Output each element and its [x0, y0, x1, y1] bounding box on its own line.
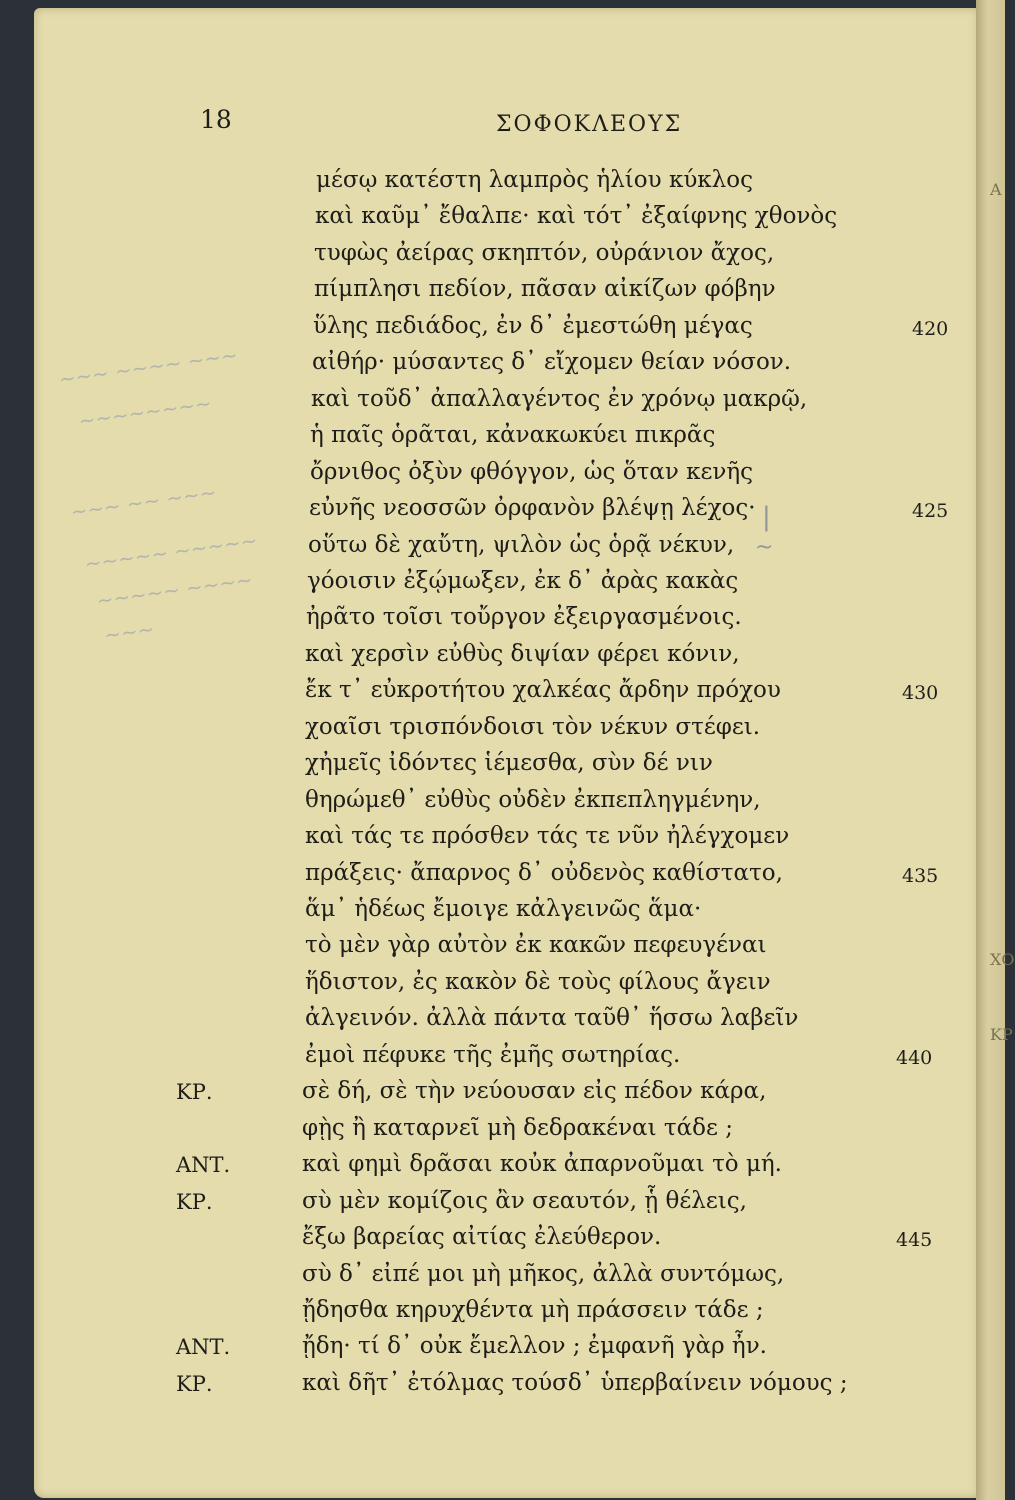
line-number: 425 [912, 500, 949, 522]
verse-text: γόοισιν ἐξῴμωξεν, ἐκ δ᾽ ἀρὰς κακὰς [307, 568, 739, 594]
next-page-edge [976, 0, 1005, 1500]
verse-text: ἐμοὶ πέφυκε τῆς ἐμῆς σωτηρίας. [305, 1042, 681, 1068]
speaker-label: ΑΝΤ. [176, 1153, 231, 1177]
verse-text: ᾔδησθα κηρυχθέντα μὴ πράσσειν τάδε ; [302, 1297, 764, 1323]
verse-text: καὶ τάς τε πρόσθεν τάς τε νῦν ἠλέγχομεν [305, 823, 790, 849]
verse-text: ἔξω βαρείας αἰτίας ἐλεύθερον. [302, 1224, 662, 1250]
verse-text: ἔκ τ᾽ εὐκροτήτου χαλκέας ἄρδην πρόχου [305, 677, 781, 703]
verse-text: σὺ δ᾽ εἰπέ μοι μὴ μῆκος, ἀλλὰ συντόμως, [302, 1261, 785, 1287]
pencil-mark: ~ [755, 535, 774, 560]
verse-text: χἠμεῖς ἰδόντες ἱέμεσθα, σὺν δέ νιν [305, 750, 713, 776]
page-number: 18 [200, 105, 232, 134]
edge-letter: Α [990, 180, 1002, 199]
edge-letter: ΧΟ [990, 950, 1015, 969]
verse-text: ὄρνιθος ὀξὺν φθόγγον, ὡς ὅταν κενῆς [310, 459, 754, 485]
verse-text: καὶ τοῦδ᾽ ἀπαλλαγέντος ἐν χρόνῳ μακρῷ, [311, 386, 808, 412]
verse-text: σὺ μὲν κομίζοις ἂν σεαυτόν, ᾗ θέλεις, [302, 1188, 747, 1214]
speaker-label: ΚΡ. [176, 1372, 213, 1396]
verse-text: ἅμ᾽ ἡδέως ἔμοιγε κἀλγεινῶς ἅμα· [305, 896, 702, 922]
line-number: 435 [902, 865, 939, 887]
verse-text: καὶ καῦμ᾽ ἔθαλπε· καὶ τότ᾽ ἐξαίφνης χθονὸς [315, 203, 838, 229]
speaker-label: ΚΡ. [176, 1190, 213, 1214]
verse-text: ἠρᾶτο τοῖσι τοὔργον ἐξειργασμένοις. [306, 604, 742, 630]
verse-text: πίμπλησι πεδίον, πᾶσαν αἰκίζων φόβην [314, 276, 776, 302]
verse-text: οὕτω δὲ χαὔτη, ψιλὸν ὡς ὁρᾷ νέκυν, [308, 532, 735, 558]
verse-text: ἡ παῖς ὁρᾶται, κἀνακωκύει πικρᾶς [310, 422, 716, 448]
verse-text: εὐνῆς νεοσσῶν ὀρφανὸν βλέψῃ λέχος· [309, 495, 756, 521]
verse-text: ἀλγεινόν. ἀλλὰ πάντα ταῦθ᾽ ἥσσω λαβεῖν [305, 1005, 799, 1031]
verse-text: αἰθήρ· μύσαντες δ᾽ εἴχομεν θείαν νόσον. [312, 349, 792, 375]
line-number: 420 [912, 318, 949, 340]
verse-text: σὲ δή, σὲ τὴν νεύουσαν εἰς πέδον κάρα, [302, 1078, 767, 1104]
running-head: ΣΟΦΟΚΛΕΟΥΣ [496, 112, 683, 137]
line-number: 440 [896, 1047, 933, 1069]
line-number: 445 [896, 1229, 933, 1251]
verse-text: ᾔδη· τί δ᾽ οὐκ ἔμελλον ; ἐμφανῆ γὰρ ἦν. [302, 1333, 767, 1359]
edge-letter: ΚΡ [990, 1025, 1013, 1044]
verse-text: φῂς ἢ καταρνεῖ μὴ δεδρακέναι τάδε ; [302, 1115, 733, 1141]
verse-text: καὶ φημὶ δρᾶσαι κοὐκ ἀπαρνοῦμαι τὸ μή. [302, 1151, 782, 1177]
line-number: 430 [902, 682, 939, 704]
pencil-mark: | [762, 502, 771, 532]
speaker-label: ΚΡ. [176, 1080, 213, 1104]
verse-text: καὶ δῆτ᾽ ἐτόλμας τούσδ᾽ ὑπερβαίνειν νόμους ; [302, 1370, 848, 1396]
verse-text: χοαῖσι τρισπόνδοισι τὸν νέκυν στέφει. [305, 714, 761, 740]
verse-text: θηρώμεθ᾽ εὐθὺς οὐδὲν ἐκπεπληγμένην, [305, 787, 761, 813]
verse-text: καὶ χερσὶν εὐθὺς διψίαν φέρει κόνιν, [305, 641, 740, 667]
speaker-label: ΑΝΤ. [176, 1335, 231, 1359]
verse-text: τυφὼς ἀείρας σκηπτόν, οὐράνιον ἄχος, [314, 240, 775, 266]
verse-text: πράξεις· ἄπαρνος δ᾽ οὐδενὸς καθίστατο, [305, 860, 783, 886]
verse-text: ἥδιστον, ἐς κακὸν δὲ τοὺς φίλους ἄγειν [305, 969, 771, 995]
verse-text: μέσῳ κατέστη λαμπρὸς ἡλίου κύκλος [316, 167, 753, 193]
verse-text: ὕλης πεδιάδος, ἐν δ᾽ ἐμεστώθη μέγας [313, 313, 753, 339]
verse-text: τὸ μὲν γὰρ αὐτὸν ἐκ κακῶν πεφευγέναι [305, 932, 767, 958]
